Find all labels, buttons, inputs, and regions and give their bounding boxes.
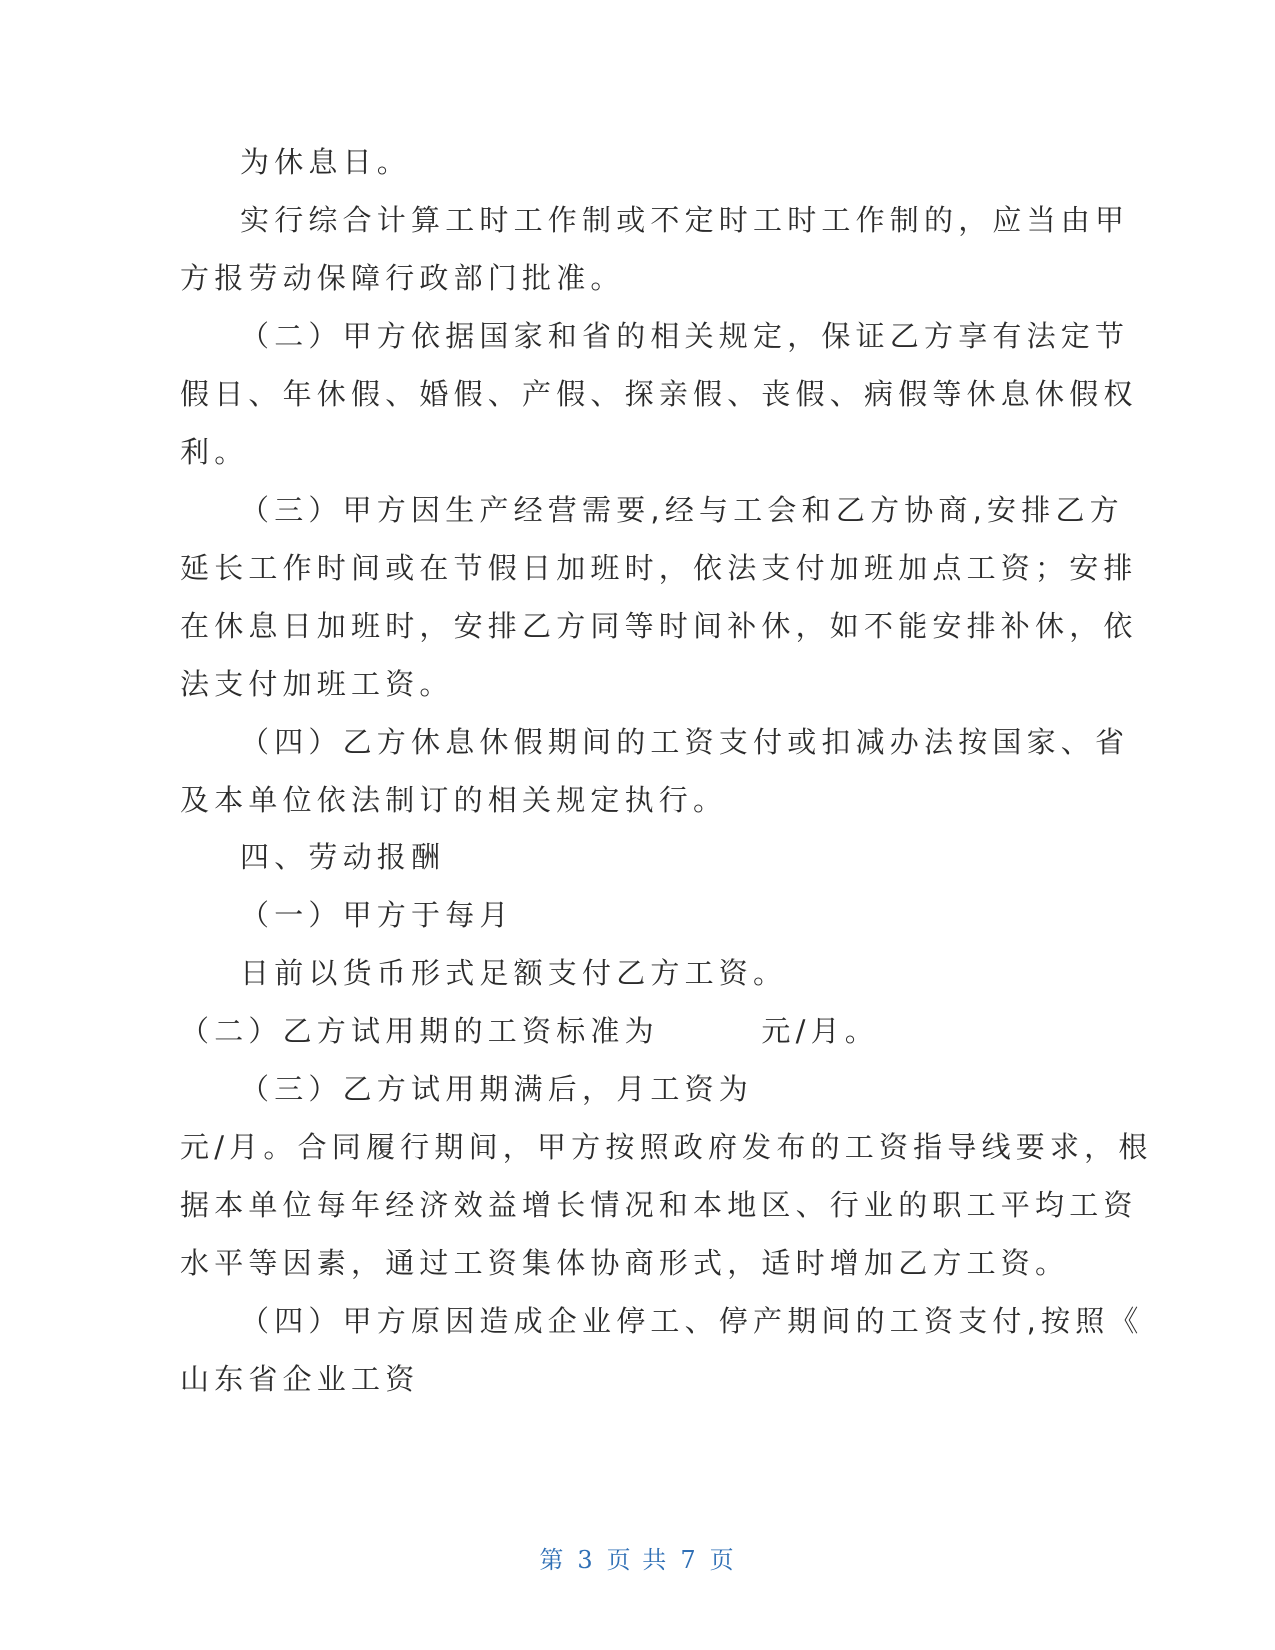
text-line: （一）甲方于每月: [240, 898, 514, 932]
text-line: （四）甲方原因造成企业停工、停产期间的工资支付,按照《: [240, 1304, 1144, 1338]
text-line: 山东省企业工资: [180, 1362, 420, 1396]
text-line: 方报劳动保障行政部门批准。: [180, 261, 625, 295]
text-line: （三）甲方因生产经营需要,经与工会和乙方协商,安排乙方: [240, 493, 1124, 527]
text-line: 利。: [180, 435, 249, 469]
text-line: 日前以货币形式足额支付乙方工资。: [240, 956, 788, 990]
footer-suffix: 页: [709, 1546, 736, 1574]
footer-middle: 页 共: [606, 1546, 669, 1574]
text-line: 法支付加班工资。: [180, 667, 454, 701]
page-footer: [0, 1540, 1275, 1575]
text-line: （二）乙方试用期的工资标准为 元/月。: [180, 1014, 879, 1048]
footer-prefix: 第: [539, 1546, 566, 1574]
section-heading: 四、劳动报酬: [240, 840, 446, 874]
text-line: 延长工作时间或在节假日加班时，依法支付加班加点工资；安排: [180, 551, 1138, 585]
text-line: 假日、年休假、婚假、产假、探亲假、丧假、病假等休息休假权: [180, 377, 1138, 411]
text-line: （三）乙方试用期满后，月工资为: [240, 1072, 754, 1106]
text-line: 水平等因素，通过工资集体协商形式，适时增加乙方工资。: [180, 1246, 1070, 1280]
text-line: 及本单位依法制订的相关规定执行。: [180, 783, 728, 817]
total-pages-number: 7: [680, 1546, 698, 1574]
text-line: 实行综合计算工时工作制或不定时工时工作制的，应当由甲: [240, 203, 1130, 237]
text-line: （四）乙方休息休假期间的工资支付或扣减办法按国家、省: [240, 725, 1130, 759]
text-line: 据本单位每年经济效益增长情况和本地区、行业的职工平均工资: [180, 1188, 1138, 1222]
text-line: 为休息日。: [240, 145, 412, 179]
current-page-number: 3: [577, 1546, 595, 1574]
text-line: （二）甲方依据国家和省的相关规定，保证乙方享有法定节: [240, 319, 1130, 353]
text-line: 元/月。合同履行期间，甲方按照政府发布的工资指导线要求，根: [180, 1130, 1153, 1164]
text-line: 在休息日加班时，安排乙方同等时间补休，如不能安排补休，依: [180, 609, 1138, 643]
